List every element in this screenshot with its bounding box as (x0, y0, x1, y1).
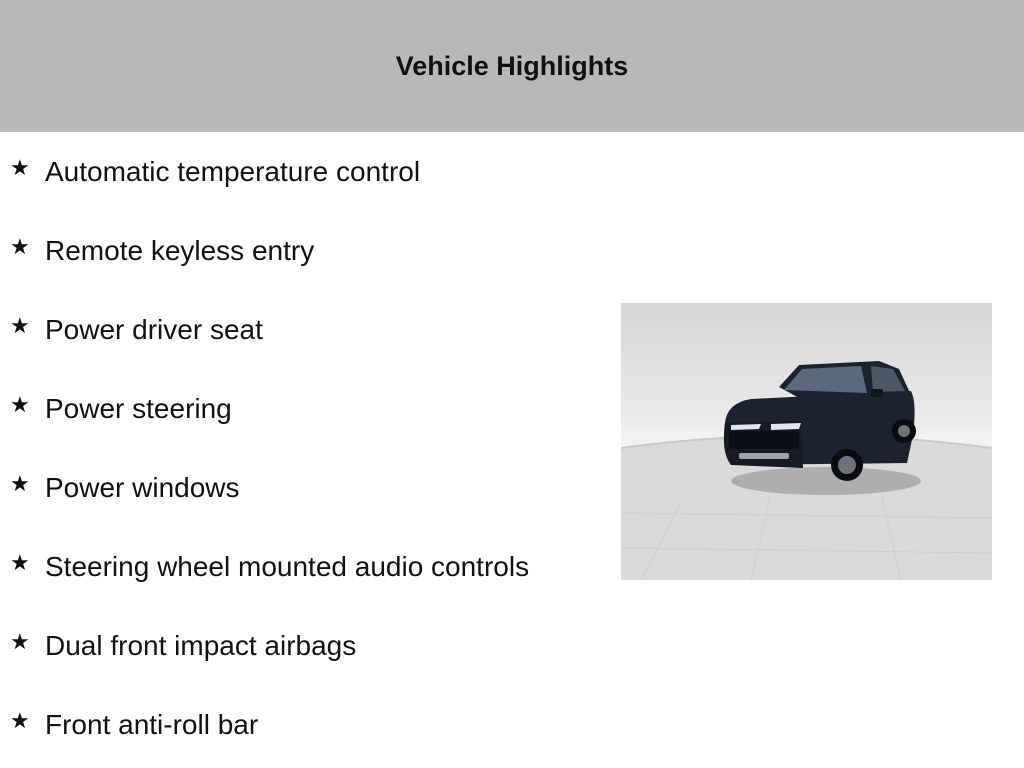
star-icon: ★ (10, 234, 30, 259)
feature-label: Automatic temperature control (45, 156, 421, 187)
star-icon: ★ (10, 392, 30, 417)
feature-item (0, 527, 600, 606)
feature-item (0, 369, 600, 448)
page-title: Vehicle Highlights (395, 51, 629, 81)
feature-item (0, 448, 600, 527)
feature-item (0, 685, 600, 764)
star-icon: ★ (10, 471, 30, 496)
feature-label: Remote keyless entry (45, 235, 315, 266)
feature-item (0, 211, 600, 290)
vehicle-photo (621, 303, 992, 580)
star-icon: ★ (10, 313, 30, 338)
header-bar (0, 0, 1024, 132)
feature-label: Steering wheel mounted audio controls (45, 551, 530, 582)
feature-label: Dual front impact airbags (45, 630, 357, 661)
feature-list (0, 132, 600, 764)
feature-label: Power driver seat (45, 314, 263, 345)
feature-label: Power steering (45, 393, 232, 424)
star-icon: ★ (10, 155, 30, 180)
star-icon: ★ (10, 629, 30, 654)
feature-item (0, 606, 600, 685)
star-icon: ★ (10, 708, 30, 733)
feature-item (0, 132, 600, 211)
feature-item (0, 290, 600, 369)
feature-label: Front anti-roll bar (45, 709, 259, 740)
feature-label: Power windows (45, 472, 240, 503)
star-icon: ★ (10, 550, 30, 575)
